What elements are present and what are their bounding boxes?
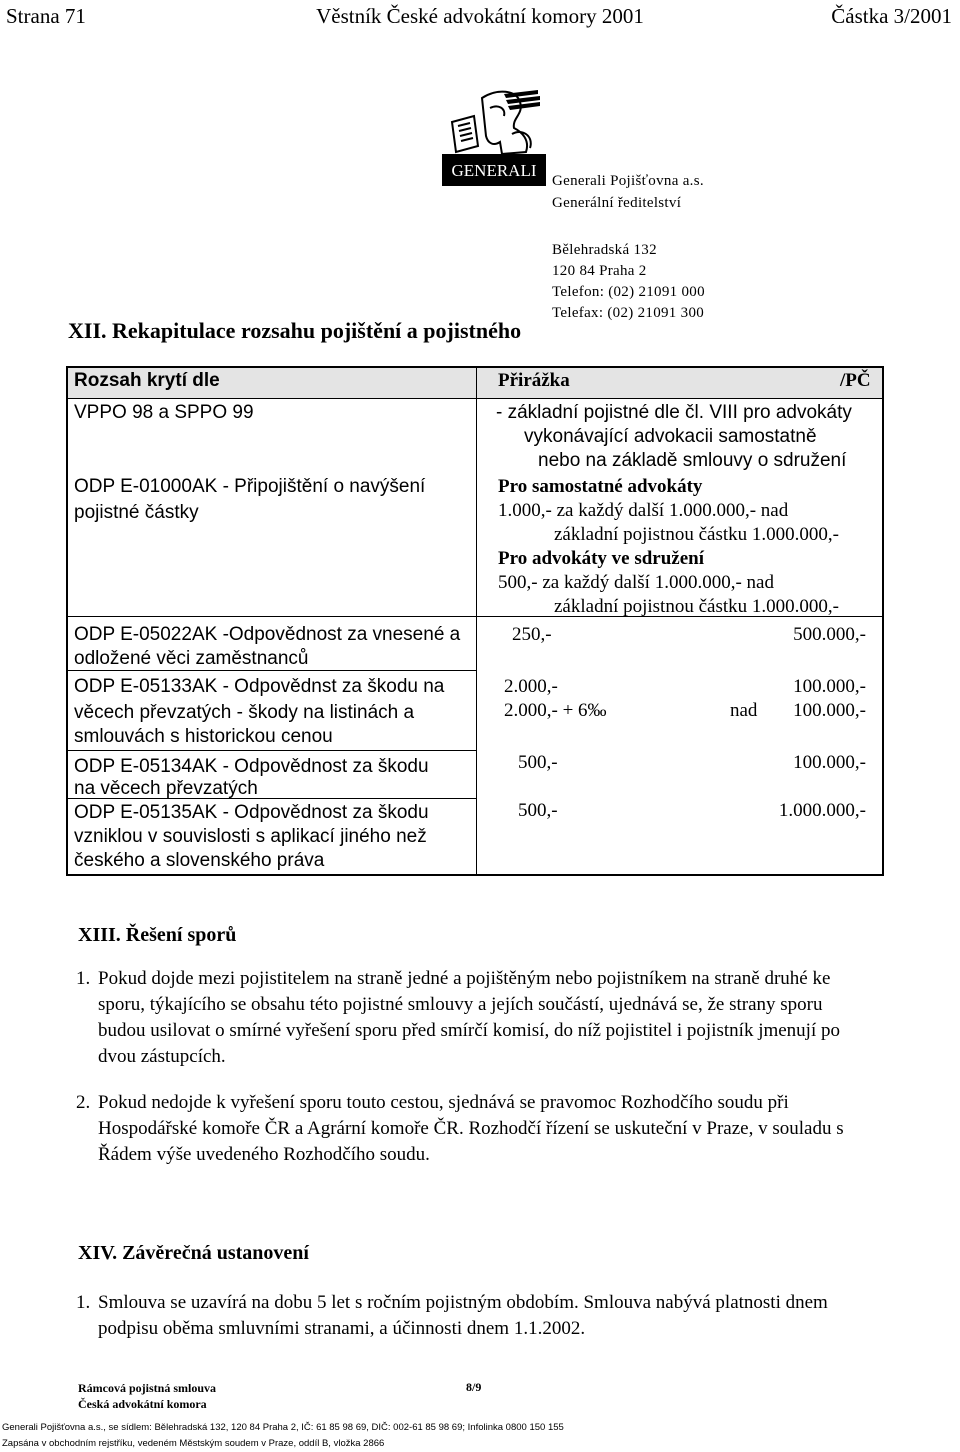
table-row-scope: pojistné částky [74, 502, 199, 523]
table-row-limit: 100.000,- [793, 700, 866, 721]
table-row-scope: odložené věci zaměstnanců [74, 648, 309, 669]
generali-logo [442, 88, 546, 186]
company-block [552, 170, 704, 214]
table-row-surcharge: 500,- [518, 752, 558, 773]
table-row-value: 500,- za každý další 1.000.000,- nad [498, 572, 774, 593]
paragraph-number: 1. [76, 1292, 91, 1313]
table-head-surcharge: Přirážka [498, 370, 570, 391]
section-13-title: XIII. Řešení sporů [78, 924, 237, 946]
address-phone: Telefon: (02) 21091 000 [552, 284, 705, 300]
table-header-rule [68, 398, 882, 399]
table-row-scope: ODP E-05135AK - Odpovědnost za škodu [74, 802, 429, 823]
table-row-limit: 100.000,- [793, 676, 866, 697]
table-row-subhead: Pro advokáty ve sdružení [498, 548, 705, 569]
company-unit: Generální ředitelství [552, 195, 682, 211]
table-row-value: základní pojistnou částku 1.000.000,- [554, 596, 839, 617]
paragraph-text: Pokud dojde mezi pojistitelem na straně jedné a pojištěným nebo pojistníkem na straně druhé ke sporu, týkajícího se obsahu této pojistné smlouvy a jejích součástí, ujednává se, že strany sporu budou usilovat o smírné vyřešení sporu před smírčí komisí, do níž pojistitel i pojistník jmenují po dvou zástupcích. [98, 968, 840, 1067]
footer-company-line: Generali Pojišťovna a.s., se sídlem: Bělehradská 132, 120 84 Praha 2, IČ: 61 85 98 69, DIČ: 002-61 85 98 69; Infolinka 0800 150 155 [2, 1422, 564, 1433]
table-row-limit: 100.000,- [793, 752, 866, 773]
footer-company-line: Zapsána v obchodním rejstříku, vedeném Městským soudem v Praze, oddíl B, vložka 2866 [2, 1438, 385, 1449]
table-row-scope: českého a slovenského práva [74, 850, 325, 871]
section-13-paragraph-2 [76, 1090, 866, 1170]
table-row-surcharge: 2.000,- + 6‰ [504, 700, 607, 721]
address-street: Bělehradská 132 [552, 242, 657, 258]
address-fax: Telefax: (02) 21091 300 [552, 305, 705, 321]
header-page-number: Strana 71 [6, 4, 86, 28]
table-row-scope: VPPO 98 a SPPO 99 [74, 402, 254, 423]
section-12-title: XII. Rekapitulace rozsahu pojištění a pojistného [68, 318, 522, 343]
table-row-value: nebo na základě smlouvy o sdružení [538, 450, 847, 471]
table-row-value: - základní pojistné dle čl. VIII pro advokáty [496, 402, 852, 423]
table-row-scope: na věcech převzatých [74, 778, 258, 799]
lion-book-icon [442, 88, 546, 186]
company-address [552, 240, 705, 324]
table-row-scope: ODP E-05133AK - Odpovědnst za škodu na [74, 676, 445, 697]
table-row-scope: věcech převzatých - škody na listinách a [74, 702, 415, 723]
table-row-scope: smlouvách s historickou cenou [74, 726, 333, 747]
paragraph-number: 1. [76, 968, 91, 989]
table-row-scope: ODP E-01000AK - Připojištění o navýšení [74, 476, 426, 497]
table-row-surcharge: 250,- [512, 624, 552, 645]
table-column-divider [476, 368, 477, 874]
section-13-paragraph-1 [76, 966, 866, 1076]
footer-client-name: Česká advokátní komora [78, 1397, 207, 1411]
table-row-limit: 500.000,- [793, 624, 866, 645]
header-issue: Částka 3/2001 [831, 4, 952, 28]
footer-document-info [78, 1380, 216, 1412]
footer-contract-name: Rámcová pojistná smlouva [78, 1381, 217, 1395]
table-row-surcharge: 500,- [518, 800, 558, 821]
footer-page-number: 8/9 [466, 1380, 482, 1394]
footer-company-info [2, 1420, 564, 1452]
svg-text:GENERALI: GENERALI [451, 161, 537, 180]
recap-table [66, 366, 884, 876]
table-row-subhead: Pro samostatné advokáty [498, 476, 703, 497]
header-journal-title: Věstník České advokátní komory 2001 [316, 4, 644, 28]
table-row-scope: vzniklou v souvislosti s aplikací jiného než [74, 826, 427, 847]
section-14-paragraph-1 [76, 1290, 866, 1346]
table-row-scope: ODP E-05134AK - Odpovědnost za škodu [74, 756, 429, 777]
address-city: 120 84 Praha 2 [552, 263, 647, 279]
table-row-limit: 1.000.000,- [778, 800, 866, 821]
table-head-scope: Rozsah krytí dle [74, 370, 220, 391]
paragraph-text: Smlouva se uzavírá na dobu 5 let s ročním pojistným obdobím. Smlouva nabývá platnosti dnem podpisu oběma smluvními stranami, a účinnosti dnem 1.1.2002. [98, 1292, 828, 1339]
paragraph-text: Pokud nedojde k vyřešení sporu touto cestou, sjednává se pravomoc Rozhodčího soudu při Hospodářské komoře ČR a Agrární komoře ČR. Rozhodčí řízení se uskuteční v Praze, v souladu s Řádem výše uvedeného Rozhodčího soudu. [98, 1092, 844, 1165]
table-row-scope: ODP E-05022AK -Odpovědnost za vnesené a [74, 624, 461, 645]
table-head-pc: /PČ [840, 370, 871, 391]
table-row-value: vykonávající advokacii samostatně [524, 426, 817, 447]
table-row-nad: nad [730, 700, 758, 721]
table-row-value: základní pojistnou částku 1.000.000,- [554, 524, 839, 545]
company-name: Generali Pojišťovna a.s. [552, 173, 704, 189]
table-row-rule [68, 750, 476, 751]
table-row-surcharge: 2.000,- [504, 676, 558, 697]
table-row-rule [68, 670, 476, 671]
table-row-value: 1.000,- za každý další 1.000.000,- nad [498, 500, 789, 521]
section-14-title: XIV. Závěrečná ustanovení [78, 1242, 309, 1264]
paragraph-number: 2. [76, 1092, 91, 1113]
